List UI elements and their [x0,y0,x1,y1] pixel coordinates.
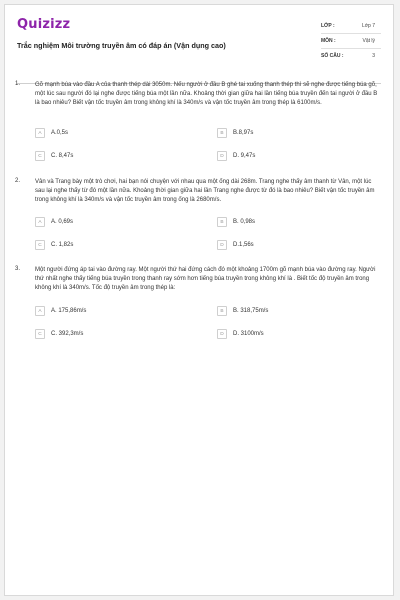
worksheet-header [17,17,381,77]
meta-label: SỐ CÂU : [321,53,344,59]
option-letter-box: D [217,240,227,250]
option-b[interactable] [217,128,377,140]
worksheet-meta [321,19,381,63]
option-c[interactable] [35,329,195,341]
option-letter-box: B [217,217,227,227]
option-a[interactable] [35,128,195,140]
option-letter-box: B [217,128,227,138]
question-2 [15,178,383,268]
meta-row-class [321,19,381,34]
meta-value: Vật lý [362,38,375,44]
option-letter-box: D [217,329,227,339]
meta-label: MÔN : [321,38,336,44]
option-text: B. 0,98s [233,218,256,225]
worksheet-page [4,4,394,596]
option-letter-box: B [217,306,227,316]
option-letter-box: C [35,240,45,250]
option-letter-box: A [35,306,45,316]
option-d[interactable] [217,151,377,163]
quizizz-logo: Quizizz [17,17,71,32]
option-d[interactable] [217,329,377,341]
option-letter-box: C [35,151,45,161]
option-text: A.0,5s [51,129,69,136]
meta-value: Lớp 7 [361,23,375,29]
question-text: Gõ mạnh búa vào đầu A của thanh thép dài 3050m. Nếu người ở đầu B ghé tai xuống thanh thép thì sẽ nghe được tiếng búa gõ, một lúc sau người đó lại nghe được tiếng búa một lần nữa. Khoảng thời gian giữa hai lần tiếng búa truyền đến tai người ở đầu B là bao nhiêu? Biết vận tốc truyền âm trong không khí là 340m/s và vận tốc truyền âm trong thép là 6100m/s. [35,82,378,107]
question-number: 3. [15,266,21,272]
meta-row-subject [321,34,381,49]
option-b[interactable] [217,306,377,318]
option-text: C. 392,3m/s [51,330,84,337]
question-3 [15,266,383,356]
question-text: Vân và Trang bày một trò chơi, hai bạn nói chuyện với nhau qua một ống dài 268m. Trang nghe thấy âm thanh từ Vân, một lúc sau lại nghe thấy từ đó một lần nữa. Khoảng thời gian giữa hai lần Trang nghe được từ đó là bao nhiêu? Biết vận tốc truyền âm trong không khí là 340m/s và vận tốc truyền âm trong ống là 2680m/s. [35,179,375,204]
question-number: 2. [15,178,21,184]
option-letter-box: C [35,329,45,339]
meta-row-count [321,49,381,63]
worksheet-title: Trắc nghiệm Môi trường truyền âm có đáp án (Vận dụng cao) [17,41,226,50]
option-text: D. 3100m/s [233,330,264,337]
option-d[interactable] [217,240,377,252]
option-text: D.1,56s [233,241,254,248]
option-text: A. 0,69s [51,218,74,225]
option-letter-box: D [217,151,227,161]
option-text: C. 8,47s [51,152,74,159]
meta-value: 3 [372,53,375,59]
option-letter-box: A [35,217,45,227]
option-text: B.8,97s [233,129,254,136]
option-letter-box: A [35,128,45,138]
option-text: C. 1,82s [51,241,74,248]
option-text: B. 318,75m/s [233,307,269,314]
option-a[interactable] [35,306,195,318]
option-text: A. 175,86m/s [51,307,87,314]
option-c[interactable] [35,240,195,252]
option-b[interactable] [217,217,377,229]
option-text: D. 9,47s [233,152,256,159]
question-number: 1. [15,81,21,87]
question-text: Một người đứng áp tai vào đường ray. Một người thứ hai đứng cách đó một khoảng 1700m gõ mạnh búa vào đường ray. Người thứ nhất nghe thấy tiếng búa truyền trong thanh ray sớm hơn tiếng búa truyền trong không khí là . Biết tốc độ truyền âm trong không khí là 340m/s. Tốc độ truyền âm trong thép là: [35,267,376,292]
meta-label: LỚP : [321,23,335,29]
question-1 [15,81,383,181]
option-c[interactable] [35,151,195,163]
option-a[interactable] [35,217,195,229]
